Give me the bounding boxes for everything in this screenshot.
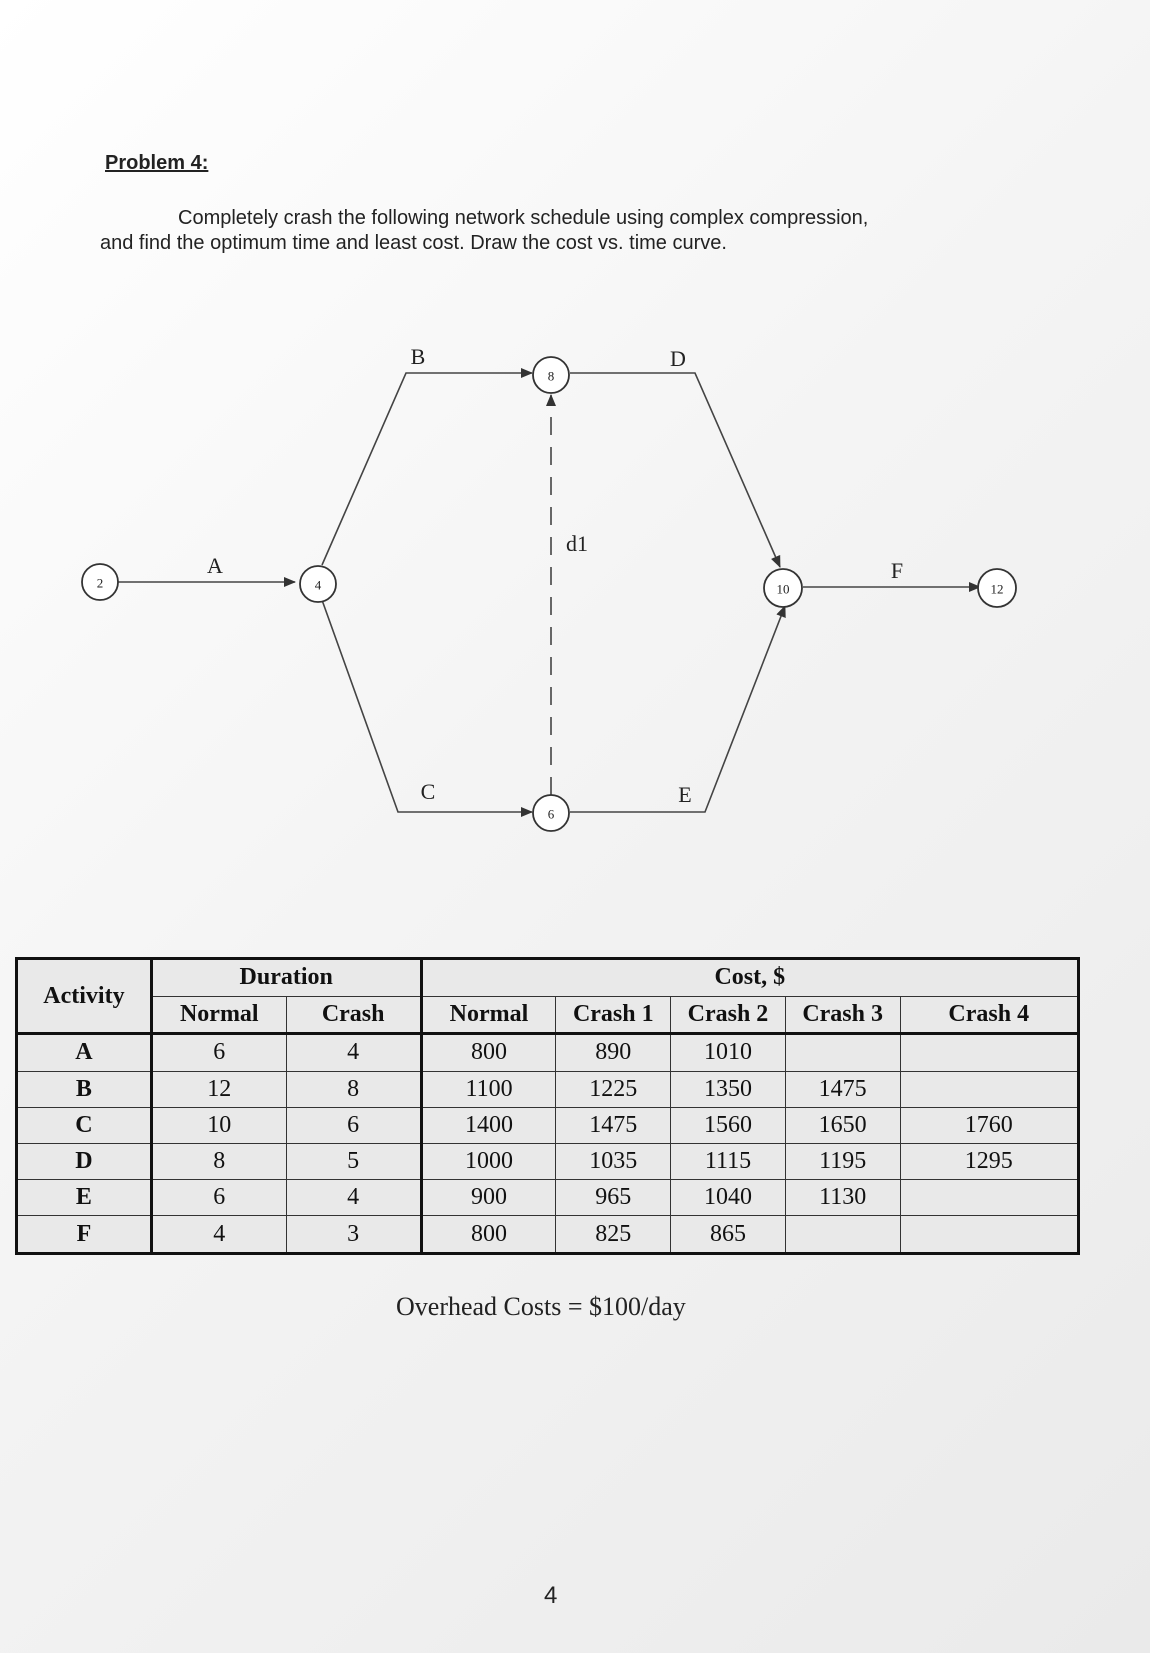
activity-cell: A — [17, 1034, 152, 1072]
crash-1-cell: 1035 — [556, 1143, 671, 1179]
duration-normal-cell: 6 — [151, 1034, 286, 1072]
header-crash-1: Crash 1 — [556, 996, 671, 1034]
node-label-10: 10 — [776, 581, 790, 597]
problem-title: Problem 4: — [105, 152, 209, 174]
dummy-label-d1: d1 — [566, 531, 588, 556]
activity-label-e: E — [678, 782, 692, 807]
crash-2-cell: 1040 — [671, 1180, 786, 1216]
header-cost-normal: Normal — [421, 996, 556, 1034]
activity-table-container — [15, 957, 1080, 1255]
crash-3-cell: 1195 — [785, 1143, 900, 1179]
crash-3-cell: 1475 — [785, 1071, 900, 1107]
duration-crash-cell: 4 — [286, 1034, 421, 1072]
duration-normal-cell: 6 — [151, 1180, 286, 1216]
activity-label-d: D — [670, 346, 686, 371]
problem-line-1: Completely crash the following network schedule using complex compression, — [178, 207, 869, 229]
node-label-4: 4 — [314, 577, 322, 593]
activity-cell: B — [17, 1071, 152, 1107]
duration-crash-cell: 6 — [286, 1107, 421, 1143]
cost-normal-cell: 900 — [421, 1180, 556, 1216]
crash-3-cell: 1650 — [785, 1107, 900, 1143]
edge-b — [322, 373, 532, 565]
crash-4-cell — [900, 1034, 1079, 1072]
cost-normal-cell: 800 — [421, 1034, 556, 1072]
crash-4-cell: 1760 — [900, 1107, 1079, 1143]
crash-1-cell: 1475 — [556, 1107, 671, 1143]
page-number: 4 — [544, 1582, 558, 1609]
header-crash-2: Crash 2 — [671, 996, 786, 1034]
activity-cell: C — [17, 1107, 152, 1143]
duration-crash-cell: 4 — [286, 1180, 421, 1216]
crash-4-cell — [900, 1180, 1079, 1216]
overhead-costs: Overhead Costs = $100/day — [396, 1292, 686, 1321]
node-label-6: 6 — [547, 806, 555, 822]
duration-crash-cell: 5 — [286, 1143, 421, 1179]
crash-2-cell: 1560 — [671, 1107, 786, 1143]
duration-normal-cell: 12 — [151, 1071, 286, 1107]
cost-normal-cell: 800 — [421, 1216, 556, 1254]
table-row — [17, 1143, 1079, 1179]
edge-d — [570, 373, 780, 567]
header-activity: Activity — [17, 959, 152, 1034]
crash-1-cell: 890 — [556, 1034, 671, 1072]
activity-label-b: B — [410, 344, 426, 369]
node-label-8: 8 — [547, 368, 555, 384]
crash-4-cell — [900, 1216, 1079, 1254]
crash-4-cell: 1295 — [900, 1143, 1079, 1179]
table-row — [17, 1180, 1079, 1216]
crash-2-cell: 1350 — [671, 1071, 786, 1107]
duration-normal-cell: 4 — [151, 1216, 286, 1254]
activity-label-a: A — [207, 553, 223, 578]
crash-2-cell: 1010 — [671, 1034, 786, 1072]
cost-normal-cell: 1100 — [421, 1071, 556, 1107]
header-cost: Cost, $ — [421, 959, 1078, 997]
table-row — [17, 1216, 1079, 1254]
node-label-2: 2 — [96, 575, 104, 591]
duration-crash-cell: 3 — [286, 1216, 421, 1254]
crash-3-cell — [785, 1216, 900, 1254]
activity-cell: D — [17, 1143, 152, 1179]
crash-1-cell: 1225 — [556, 1071, 671, 1107]
crash-2-cell: 1115 — [671, 1143, 786, 1179]
header-duration-crash: Crash — [286, 996, 421, 1034]
crash-1-cell: 965 — [556, 1180, 671, 1216]
header-crash-4: Crash 4 — [900, 996, 1079, 1034]
duration-normal-cell: 10 — [151, 1107, 286, 1143]
crash-2-cell: 865 — [671, 1216, 786, 1254]
table-row — [17, 1034, 1079, 1072]
cost-normal-cell: 1000 — [421, 1143, 556, 1179]
crash-1-cell: 825 — [556, 1216, 671, 1254]
duration-normal-cell: 8 — [151, 1143, 286, 1179]
activity-cell: E — [17, 1180, 152, 1216]
problem-line-2: and find the optimum time and least cost. Draw the cost vs. time curve. — [100, 232, 727, 254]
header-crash-3: Crash 3 — [785, 996, 900, 1034]
crash-3-cell — [785, 1034, 900, 1072]
crash-4-cell — [900, 1071, 1079, 1107]
crash-3-cell: 1130 — [785, 1180, 900, 1216]
activity-table — [15, 957, 1080, 1255]
duration-crash-cell: 8 — [286, 1071, 421, 1107]
node-label-12: 12 — [990, 581, 1004, 597]
table-row — [17, 1107, 1079, 1143]
cost-normal-cell: 1400 — [421, 1107, 556, 1143]
activity-cell: F — [17, 1216, 152, 1254]
header-duration: Duration — [151, 959, 421, 997]
activity-label-c: C — [420, 779, 436, 804]
table-row — [17, 1071, 1079, 1107]
header-duration-normal: Normal — [151, 996, 286, 1034]
activity-label-f: F — [890, 558, 904, 583]
